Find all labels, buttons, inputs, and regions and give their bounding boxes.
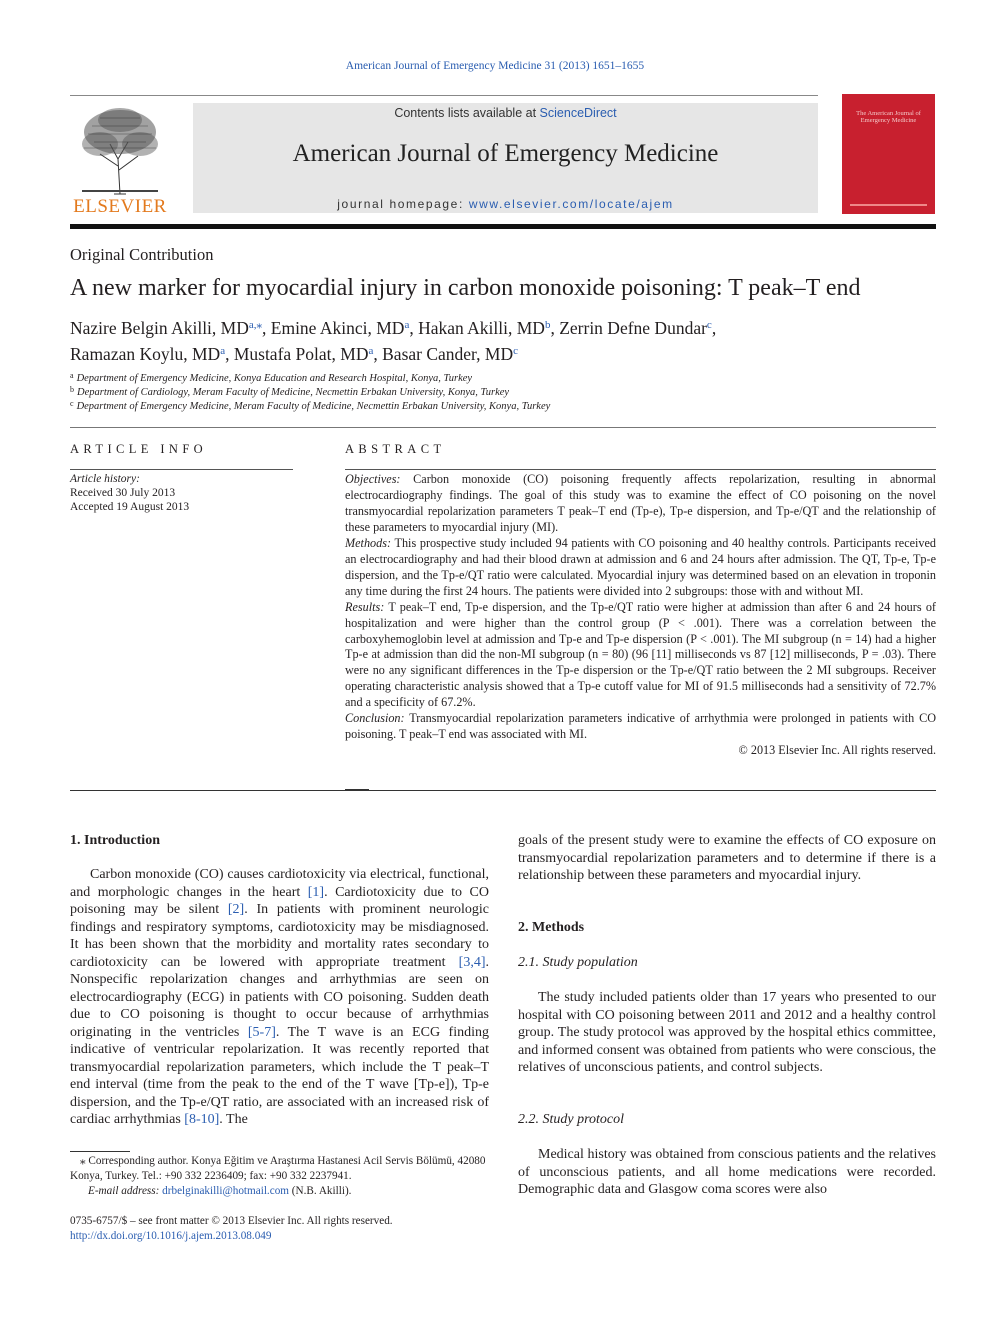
- author-name: Ramazan Koylu, MD: [70, 343, 221, 364]
- author-affiliation-marker[interactable]: c: [706, 319, 712, 331]
- introduction-continued: [518, 832, 936, 885]
- intro-text: . The: [219, 1112, 248, 1127]
- author-separator: ,: [373, 343, 383, 364]
- abstract-results: [345, 600, 936, 712]
- contents-available-line: [193, 106, 818, 120]
- author-affiliation-marker[interactable]: a: [368, 344, 374, 357]
- journal-homepage-line: [193, 197, 818, 211]
- reference-link[interactable]: [8-10]: [184, 1112, 220, 1127]
- corresponding-author-text: ⁎ Corresponding author. Konya Eğitim ve Araştırma Hastanesi Acil Servis Bölümü, 42080 Konya, Turkey. Tel.: +90 332 2236409; fax: +90 332 2237941.: [70, 1155, 486, 1182]
- reference-link[interactable]: [1]: [307, 884, 325, 900]
- email-link[interactable]: drbelginakilli@hotmail.com: [162, 1185, 289, 1197]
- conclusion-label: Conclusion:: [345, 711, 405, 726]
- email-suffix: (N.B. Akilli).: [291, 1185, 352, 1197]
- cover-title: The American Journal of Emergency Medicine: [856, 110, 921, 124]
- affiliation-marker: c: [70, 399, 74, 408]
- study-population-paragraph: [518, 989, 936, 1077]
- author-affiliation-marker[interactable]: a: [220, 344, 226, 357]
- accepted-date: Accepted 19 August 2013: [70, 501, 190, 513]
- abstract-body: [345, 472, 936, 759]
- article-info-heading: ARTICLE INFO: [70, 442, 208, 456]
- author-separator: ,: [225, 343, 234, 364]
- rule-tick: [345, 789, 369, 791]
- introduction-paragraph: [70, 866, 489, 1129]
- header-divider: [70, 224, 936, 229]
- intro-goals-paragraph: goals of the present study were to examine the effects of CO exposure on transmyocardial repolarization parameters and to determine if there is a relationship between these parameters and myocardial injury.: [518, 833, 936, 883]
- received-date: Received 30 July 2013: [70, 487, 176, 499]
- introduction-heading: 1. Introduction: [70, 833, 160, 848]
- study-protocol-paragraph: [518, 1146, 936, 1199]
- journal-homepage-link[interactable]: www.elsevier.com/locate/ajem: [468, 197, 674, 211]
- abstract-heading: ABSTRACT: [345, 442, 446, 456]
- homepage-prefix: journal homepage:: [337, 197, 464, 211]
- abstract-copyright: © 2013 Elsevier Inc. All rights reserved.: [738, 743, 936, 758]
- intro-text: . In patients with prominent neurologic findings and respiratory symptoms, cardiotoxicity may be misdiagnosed. It has been shown that the morbidity and mortality rates secondary to cardiotoxicity can be lowered with appropriate treatment: [70, 902, 489, 970]
- methods-label: Methods:: [345, 535, 392, 550]
- article-info-rule: [70, 469, 293, 470]
- affiliation-a: [70, 371, 950, 384]
- author-name: Zerrin Defne Dundar: [559, 318, 707, 338]
- author-affiliation-marker[interactable]: b: [544, 319, 551, 331]
- author-separator: ,: [711, 318, 717, 338]
- email-label: E-mail address:: [88, 1185, 160, 1197]
- journal-citation[interactable]: American Journal of Emergency Medicine 31 (2013) 1651–1655: [345, 60, 645, 72]
- study-population-heading: 2.1. Study population: [518, 955, 638, 970]
- study-protocol-text: Medical history was obtained from conscious patients and the relatives of unconscious patients, and all home medications were recorded. Demographic data and Glasgow coma scores were also: [518, 1147, 936, 1197]
- reference-link[interactable]: [3,4]: [458, 954, 486, 970]
- abstract-methods: [345, 536, 936, 600]
- email-line: [70, 1184, 490, 1199]
- author-separator: ,: [262, 318, 271, 338]
- conclusion-text: Transmyocardial repolarization parameters indicative of arrhythmia were prolonged in patients with CO poisoning. T peak–T end was associated with MI.: [345, 711, 937, 742]
- affiliation-text: Department of Cardiology, Meram Faculty of Medicine, Necmettin Erbakan University, Konya, Turkey: [77, 387, 510, 398]
- methods-text: This prospective study included 94 patients with CO poisoning and 40 healthy controls. Participants received an electrocardiography and had their blood drawn at admission and 6 and 24 hours after admission. The QT, Tp-e, Tp-e dispersion, and the Tp-e/QT ratio were calculated. Myocardial injury was determined based on an elevation in troponin any time during the first 24 hours. The patients were divided into 2 subgroups: those with and without MI.: [345, 535, 936, 598]
- author-name: Nazire Belgin Akilli, MD: [70, 318, 249, 338]
- intro-text: . Cardiotoxicity due to CO poisoning may be silent: [70, 884, 489, 917]
- cover-footer-bar: [850, 204, 927, 206]
- doi-link[interactable]: http://dx.doi.org/10.1016/j.ajem.2013.08.049: [70, 1230, 272, 1242]
- section-divider: [70, 427, 936, 428]
- author-name: Basar Cander, MD: [382, 343, 514, 364]
- journal-title: American Journal of Emergency Medicine: [292, 140, 719, 167]
- sciencedirect-link[interactable]: ScienceDirect: [539, 106, 617, 120]
- objectives-label: Objectives:: [345, 472, 401, 486]
- objectives-text: Carbon monoxide (CO) poisoning frequently affects repolarization, resulting in abnormal electrocardiography findings. The goal of this study was to examine the effect of CO poisoning on the novel transmyocardial repolarization parameters T peak–T end (Tp-e), Tp-e dispersion, and Tp-e/QT and the relationship of these parameters to myocardial injury (MI).: [345, 472, 936, 534]
- intro-text: . Nonspecific repolarization changes and arrhythmias are seen on electrocardiography (ECG) in patients with CO poisoning. Sudden death due to CO poisoning is thought to occur because of arrhythmias originating in the ventricles: [70, 954, 489, 1040]
- abstract-rule: [345, 469, 936, 470]
- affiliation-text: Department of Emergency Medicine, Konya Education and Research Hospital, Konya, Turkey: [76, 373, 473, 384]
- author-list: [70, 314, 950, 365]
- methods-heading: 2. Methods: [518, 920, 585, 935]
- page-footer: [70, 1214, 490, 1244]
- abstract-objectives: [345, 472, 936, 536]
- author-name: Emine Akinci, MD: [270, 318, 405, 338]
- footnote-rule: [70, 1151, 130, 1152]
- author-separator: ,: [550, 318, 560, 338]
- author-affiliation-marker[interactable]: c: [513, 344, 519, 357]
- affiliation-marker: a: [70, 371, 74, 380]
- issn-line: 0735-6757/$ – see front matter © 2013 Elsevier Inc. All rights reserved.: [70, 1215, 393, 1227]
- intro-text: . The T wave is an ECG finding indicative of ventricular repolarization. It was recently reported that transmyocardial repolarization parameters, which include the T peak–T end interval (time from the peak to the end of the T wave [Tp-e]), Tp-e dispersion, and the Tp-e/QT ratio, are associated with an increased risk of cardiac arrhythmias: [70, 1024, 489, 1127]
- reference-link[interactable]: [5-7]: [247, 1024, 276, 1040]
- abstract-conclusion: [345, 711, 936, 743]
- publisher-wordmark: ELSEVIER: [73, 196, 167, 217]
- article-history-label: Article history:: [70, 473, 140, 485]
- study-population-text: The study included patients older than 17 years who presented to our hospital with CO poisoning between 2011 and 2012 and a healthy control group. The study protocol was approved by the hospital ethics committee, and informed consent was obtained from patients who were conscious, the relatives of unconscious patients, and control subjects.: [518, 990, 936, 1075]
- affiliation-text: Department of Emergency Medicine, Meram Faculty of Medicine, Necmettin Erbakan University, Konya, Turkey: [76, 401, 551, 412]
- author-name: Mustafa Polat, MD: [233, 343, 369, 364]
- corresponding-author-footnote: [70, 1154, 490, 1199]
- author-separator: ,: [409, 318, 419, 338]
- results-text: T peak–T end, Tp-e dispersion, and the Tp-e/QT ratio were higher at admission than after 6 and 24 hours of hospitalization and were higher than the control group (P < .001). There was a correlation between the carboxyhemoglobin level at admission and Tp-e and Tp-e dispersion (P < .001). The MI subgroup (n = 14) had a higher Tp-e at admission than did the non-MI subgroup (n = 80) (96 [11] milliseconds vs 87 [12] milliseconds, P = .03). There were no any significant differences in the Tp-e dispersion or the Tp-e/QT ratio between the 2 MI subgroups. Receiver operating characteristic analysis showed that a Tp-e cutoff value for MI of 91.5 milliseconds had a sensitivity of 72.7% and a specificity of 67.2%.: [345, 599, 936, 710]
- author-affiliation-marker[interactable]: a: [404, 319, 410, 331]
- author-name: Hakan Akilli, MD: [418, 318, 545, 338]
- article-title: A new marker for myocardial injury in carbon monoxide poisoning: T peak–T end: [70, 275, 861, 301]
- intro-text: Carbon monoxide (CO) causes cardiotoxicity via electrical, functional, and morphologic changes in the heart: [70, 867, 489, 900]
- affiliation-marker: b: [70, 385, 74, 394]
- header-top-rule: [70, 95, 818, 96]
- contents-prefix: Contents lists available at: [394, 106, 537, 120]
- author-affiliation-marker[interactable]: a,⁎: [248, 319, 263, 331]
- affiliation-c: [70, 399, 950, 412]
- affiliation-b: [70, 385, 950, 398]
- study-protocol-heading: 2.2. Study protocol: [518, 1112, 625, 1127]
- article-type: Original Contribution: [70, 245, 214, 264]
- results-label: Results:: [345, 599, 385, 614]
- reference-link[interactable]: [2]: [227, 902, 245, 917]
- abstract-bottom-rule: [70, 790, 936, 791]
